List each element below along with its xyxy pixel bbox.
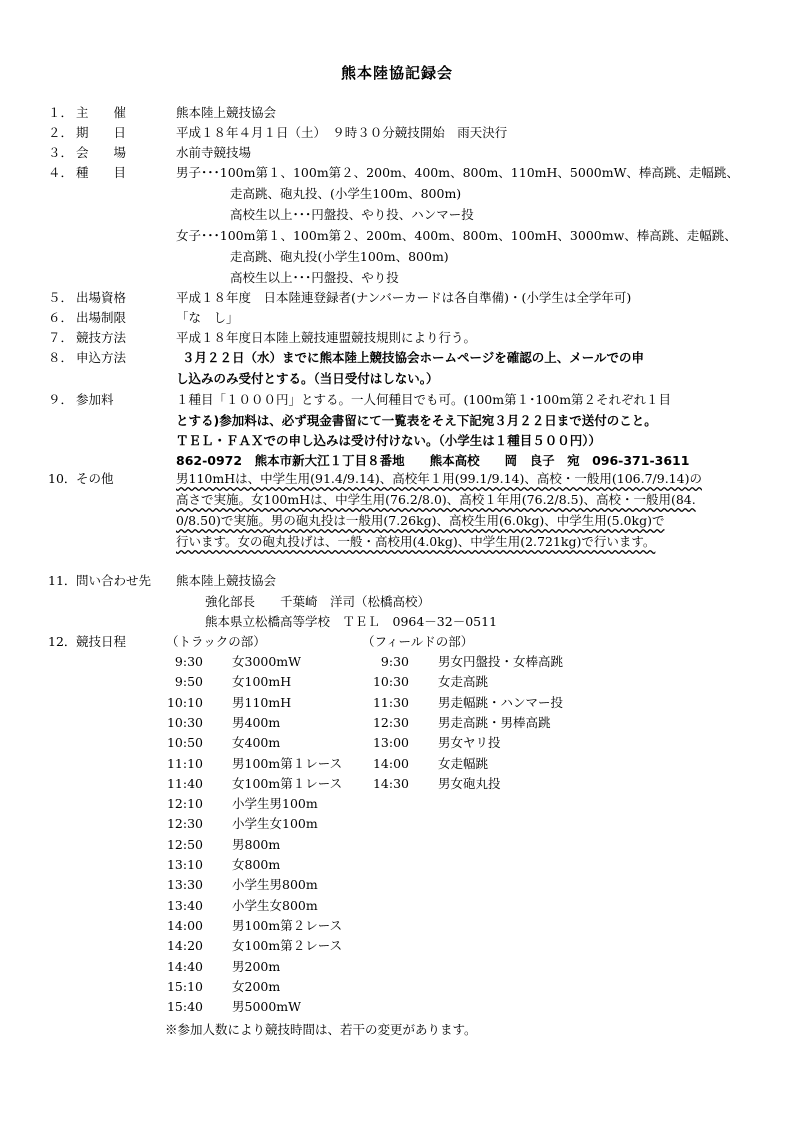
track-time: 12:30 — [166, 816, 203, 832]
track-time: 10:30 — [166, 714, 203, 730]
track-time: 13:40 — [166, 897, 203, 913]
track-time: 13:10 — [166, 857, 203, 872]
field-event: 男女砲丸投 — [438, 775, 501, 791]
track-event: 男800m — [232, 836, 281, 852]
item-label: 参加料 — [76, 392, 114, 407]
track-time: 9:30 — [174, 654, 203, 669]
track-event: 小学生男800m — [232, 877, 318, 893]
item-label: 出場資格 — [76, 290, 127, 305]
item-text: 行います。女の砲丸投げは、一般・高校用(4.0kg)、中学生用(2.721kg)で行います。 — [176, 534, 656, 549]
track-time: 13:30 — [166, 877, 203, 893]
track-time: 14:00 — [166, 917, 203, 933]
item-label: 問い合わせ先 — [76, 573, 152, 588]
item-text: 走高跳、砲丸投(小学生100m、800m) — [230, 249, 449, 264]
item-label: 出場制限 — [76, 310, 127, 325]
track-time: 14:40 — [166, 958, 203, 974]
item-number: ８． — [48, 350, 74, 365]
field-event: 男女円盤投・女棒高跳 — [438, 654, 564, 669]
item-text: 0/8.50)で実施。男の砲丸投は一般用(7.26kg)、高校生用(6.0kg)、中学生用(5.0kg)で — [176, 513, 665, 528]
page-title: 熊本陸協記録会 — [340, 64, 453, 82]
item-text: 平成１８年度日本陸上競技連盟競技規則により行う。 — [176, 330, 477, 345]
item-text: ３月２２日（水）までに熊本陸上競技協会ホームページを確認の上、メールでの申 — [182, 350, 645, 365]
field-time: 9:30 — [380, 654, 409, 669]
track-event: 女100m第２レース — [232, 938, 343, 954]
track-time: 11:40 — [166, 775, 203, 791]
field-time: 14:30 — [372, 775, 409, 791]
field-time: 11:30 — [372, 694, 409, 710]
item-text: ＴＥＬ・ＦＡＸでの申し込みは受け付けない。（小学生は１種目５００円）） — [176, 433, 602, 448]
item-label: 会 場 — [76, 145, 127, 160]
item-text: 熊本陸上競技協会 — [176, 573, 277, 588]
field-event: 女走高跳 — [438, 674, 489, 690]
item-text: 水前寺競技場 — [176, 145, 252, 160]
item-text: 平成１８年度 日本陸連登録者(ナンバーカードは各自準備)・(小学生は全学年可) — [176, 290, 632, 305]
field-event: 女走幅跳 — [438, 755, 489, 771]
item-text: 高さで実施。女100mHは、中学生用(76.2/8.0)、高校１年用(76.2/8.5)、高校・一般用(84. — [176, 492, 696, 507]
item-number: 11． — [48, 573, 77, 588]
item-number: ３． — [48, 145, 74, 160]
field-event: 男走高跳・男棒高跳 — [438, 714, 551, 730]
track-event: 男100m第１レース — [232, 755, 343, 771]
item-text: 862-0972 熊本市新大江１丁目８番地 熊本高校 岡 良子 宛 096-371-3611 — [176, 453, 690, 468]
track-event: 男400m — [232, 714, 281, 730]
item-number: ４． — [48, 165, 74, 180]
item-label: 期 日 — [76, 125, 127, 140]
item-label: 競技方法 — [76, 330, 127, 345]
item-text: 男110mHは、中学生用(91.4/9.14)、高校年１用(99.1/9.14)、高校・一般用(106.7/9.14)の — [176, 471, 702, 486]
item-number: ９． — [48, 392, 74, 407]
track-event: 男200m — [232, 958, 281, 974]
field-event: 男女ヤリ投 — [438, 735, 501, 751]
track-header: （トラックの部） — [166, 634, 266, 649]
item-number: ５． — [48, 290, 74, 305]
item-text: とする)参加料は、必ず現金書留にて一覧表をそえ下記宛３月２２日まで送付のこと。 — [176, 413, 657, 428]
item-text: 熊本県立松橋高等学校 ＴＥＬ 0964－32－0511 — [205, 614, 498, 629]
item-label: 主 催 — [76, 105, 127, 120]
track-event: 女200m — [232, 978, 281, 994]
item-text: １種目「１０００円」とする。一人何種目でも可。(100m第１･100m第２それぞれ１目 — [176, 392, 672, 407]
item-label: 競技日程 — [76, 634, 127, 649]
item-text: 平成１８年４月１日（土） ９時３０分競技開始 雨天決行 — [176, 125, 508, 140]
item-text: 強化部長 千葉崎 洋司（松橋高校） — [205, 594, 431, 609]
track-event: 女400m — [232, 735, 281, 751]
item-number: 12． — [48, 634, 77, 649]
track-event: 女3000mW — [232, 654, 302, 669]
item-label: 種 目 — [76, 165, 127, 180]
item-text: 走高跳、砲丸投、(小学生100m、800m) — [230, 186, 462, 201]
track-time: 15:40 — [166, 999, 203, 1015]
item-number: １． — [48, 105, 74, 120]
item-number: ２． — [48, 125, 74, 140]
track-time: 14:20 — [166, 938, 203, 954]
track-event: 男110mH — [232, 694, 292, 710]
item-text: 熊本陸上競技協会 — [176, 105, 277, 120]
track-time: 12:50 — [166, 836, 203, 852]
track-time: 12:10 — [166, 796, 203, 812]
field-time: 13:00 — [372, 735, 409, 751]
track-event: 男100m第２レース — [232, 917, 343, 933]
item-text: 高校生以上･･･円盤投、やり投 — [230, 270, 399, 285]
field-time: 10:30 — [372, 674, 409, 690]
item-number: 10． — [48, 471, 77, 486]
track-event: 女100m第１レース — [232, 775, 343, 791]
track-event: 小学生女800m — [232, 897, 318, 913]
track-event: 女800m — [232, 857, 281, 872]
item-number: ６． — [48, 310, 74, 325]
track-time: 9:50 — [174, 674, 203, 690]
track-event: 小学生女100m — [232, 816, 318, 832]
field-time: 14:00 — [372, 755, 409, 771]
track-time: 15:10 — [166, 978, 203, 994]
item-text: 「な し」 — [176, 310, 239, 325]
track-event: 男5000mW — [232, 999, 302, 1015]
schedule-note: ※参加人数により競技時間は、若干の変更があります。 — [165, 1022, 477, 1037]
item-text: 高校生以上･･･円盤投、やり投、ハンマー投 — [230, 207, 474, 222]
track-time: 10:50 — [166, 735, 203, 751]
item-text: し込みのみ受付とする。（当日受付はしない。） — [176, 371, 439, 386]
track-time: 11:10 — [166, 755, 203, 771]
field-event: 男走幅跳・ハンマー投 — [438, 694, 564, 710]
track-event: 小学生男100m — [232, 796, 318, 812]
track-time: 10:10 — [166, 694, 203, 710]
item-number: ７． — [48, 330, 74, 345]
item-text: 女子･･･100m第１、100m第２、200m、400m、800m、100mH、3000mw、棒高跳、走幅跳、 — [176, 228, 737, 243]
item-label: その他 — [76, 471, 114, 486]
item-label: 申込方法 — [76, 350, 127, 365]
track-event: 女100mH — [232, 674, 292, 690]
item-text: 男子･･･100m第１、100m第２、200m、400m、800m、110mH、5000mW、棒高跳、走幅跳、 — [176, 165, 739, 180]
field-time: 12:30 — [372, 714, 409, 730]
field-header: （フィールドの部） — [362, 634, 474, 649]
